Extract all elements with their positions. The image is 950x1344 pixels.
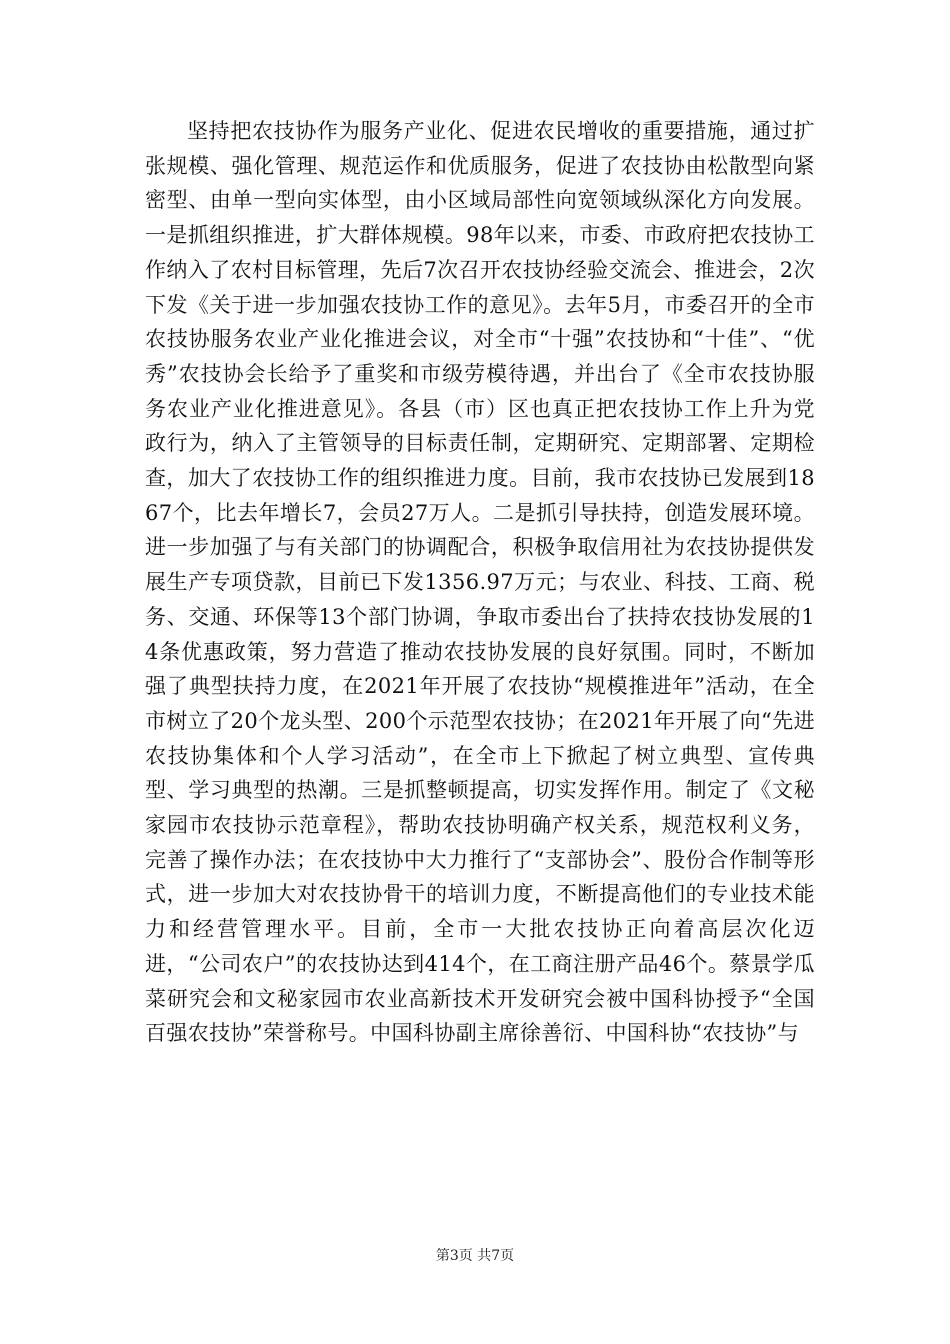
footer-suffix: 页 — [500, 1248, 515, 1264]
footer-middle: 页 共 — [458, 1248, 492, 1264]
body-paragraph: 坚持把农技协作为服务产业化、促进农民增收的重要措施，通过扩张规模、强化管理、规范运作和优质服务，促进了农技协由松散型向紧密型、由单一型向实体型，由小区域局部性向宽领域纵深化方向发展。一是抓组织推进，扩大群体规模。98年以来，市委、市政府把农技协工作纳入了农村目标管理，先后7次召开农技协经验交流会、推进会，2次下发《关于进一步加强农技协工作的意见》。去年5月，市委召开的全市农技协服务农业产业化推进会议，对全市“十强”农技协和“十佳”、“优秀”农技协会长给予了重奖和市级劳模待遇，并出台了《全市农技协服务农业产业化推进意见》。各县（市）区也真正把农技协工作上升为党政行为，纳入了主管领导的目标责任制，定期研究、定期部署、定期检查，加大了农技协工作的组织推进力度。目前，我市农技协已发展到1867个，比去年增长7，会员27万人。二是抓引导扶持，创造发展环境。进一步加强了与有关部门的协调配合，积极争取信用社为农技协提供发展生产专项贷款，目前已下发1356.97万元；与农业、科技、工商、税务、交通、环保等13个部门协调，争取市委出台了扶持农技协发展的14条优惠政策，努力营造了推动农技协发展的良好氛围。同时，不断加强了典型扶持力度，在2021年开展了农技协“规模推进年”活动，在全市树立了20个龙头型、200个示范型农技协；在2021年开展了向“先进农技协集体和个人学习活动”，在全市上下掀起了树立典型、宣传典型、学习典型的热潮。三是抓整顿提高，切实发挥作用。制定了《文秘家园市农技协示范章程》，帮助农技协明确产权关系，规范权利义务，完善了操作办法；在农技协中大力推行了“支部协会”、股份合作制等形式，进一步加大对农技协骨干的培训力度，不断提高他们的专业技术能力和经营管理水平。目前，全市一大批农技协正向着高层次化迈进，“公司农户”的农技协达到414个，在工商注册产品46个。蔡景学瓜菜研究会和文秘家园市农业高新技术开发研究会被中国科协授予“全国百强农技协”荣誉称号。中国科协副主席徐善衍、中国科协“农技协”与 — [145, 119, 815, 1046]
footer-current-page: 3 — [449, 1248, 459, 1264]
footer-prefix: 第 — [435, 1248, 450, 1264]
footer-total-pages: 7 — [491, 1248, 501, 1264]
page-footer — [0, 1247, 950, 1265]
